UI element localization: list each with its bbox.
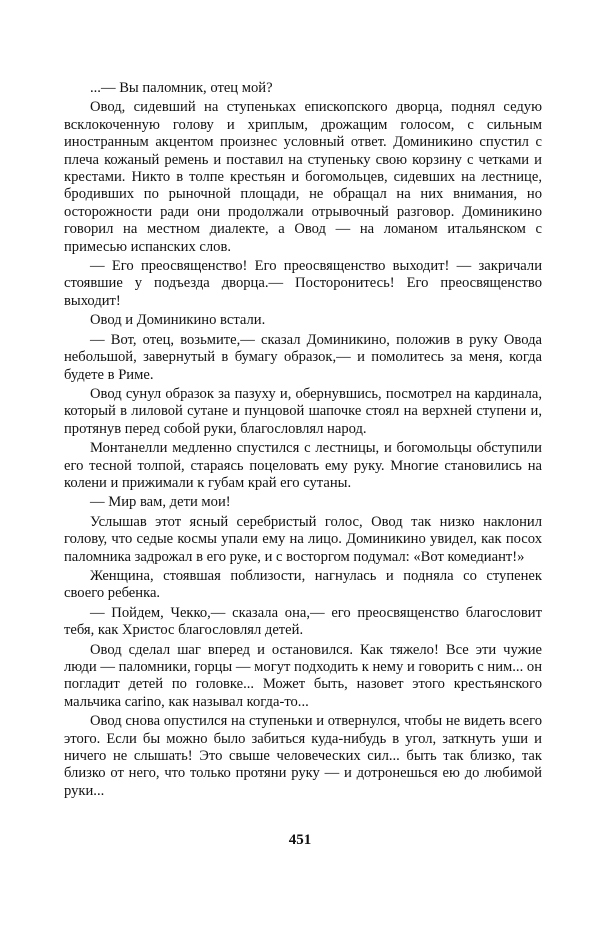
paragraph-3: — Его преосвященство! Его преосвященство выходит! — закричали стоявшие у подъезда дворца.— Посторонитесь! Его преосвященство выходит! [64, 258, 542, 309]
paragraph-6: Овод сунул образок за пазуху и, обернувшись, посмотрел на кардинала, который в лиловой сутане и пунцовой шапочке стоял на верхней ступени и, протянув перед собой руки, благословлял народ. [64, 385, 542, 437]
paragraph-8: — Мир вам, дети мои! [90, 494, 231, 511]
page-text-block [64, 80, 542, 802]
paragraph-11: — Пойдем, Чекко,— сказала она,— его преосвященство благословит тебя, как Христос благословлял детей. [64, 604, 542, 639]
paragraph-4: Овод и Доминикино встали. [90, 312, 266, 329]
paragraph-10: Женщина, стоявшая поблизости, нагнулась и подняла со ступенек своего ребенка. [64, 567, 542, 602]
paragraph-7: Монтанелли медленно спустился с лестницы, и богомольцы обступили его тесной толпой, стараясь поцеловать ему руку. Многие становились на колени и прижимали к губам край его сутаны. [64, 440, 542, 491]
paragraph-1: ...— Вы паломник, отец мой? [90, 80, 273, 96]
paragraph-9: Услышав этот ясный серебристый голос, Овод так низко наклонил голову, что седые космы упали ему на лицо. Доминикино увидел, как посох паломника задрожал в его руке, и с восторгом подумал: «Вот комедиант!» [64, 513, 542, 565]
paragraph-12: Овод сделал шаг вперед и остановился. Как тяжело! Все эти чужие люди — паломники, горцы — могут подходить к нему и говорить с ним... он погладит детей по головке... Может быть, назовет этого крестьянского мальчика carino, как называл когда-то... [64, 641, 542, 710]
paragraph-5: — Вот, отец, возьмите,— сказал Доминикино, положив в руку Овода небольшой, завернутый в бумагу образок,— и помолитесь за меня, когда будете в Риме. [64, 331, 542, 383]
paragraph-2: Овод, сидевший на ступеньках епископского дворца, поднял седую всклокоченную голову и хриплым, дрожащим голосом, с сильным иностранным акцентом произнес условный ответ. Доминикино спустил с плеча кожаный ремень и поставил на ступеньку свою корзину с четками и крестами. Никто в толпе крестьян и богомольцев, сидевших на лестнице, бродивших по рыночной площади, не обращал на них внимания, но осторожности ради они продолжали отрывочный разговор. Доминикино говорил на местном диалекте, а Овод — на ломаном итальянском с примесью испанских слов. [64, 99, 542, 255]
page-number: 451 [288, 832, 312, 848]
paragraph-13: Овод снова опустился на ступеньки и отвернулся, чтобы не видеть всего этого. Если бы можно было забиться куда-нибудь в угол, заткнуть уши и ничего не слышать! Это свыше человеческих сил... быть так близко, так близко от него, что только протяни руку — и дотронешься ею до любимой руки... [64, 713, 542, 799]
